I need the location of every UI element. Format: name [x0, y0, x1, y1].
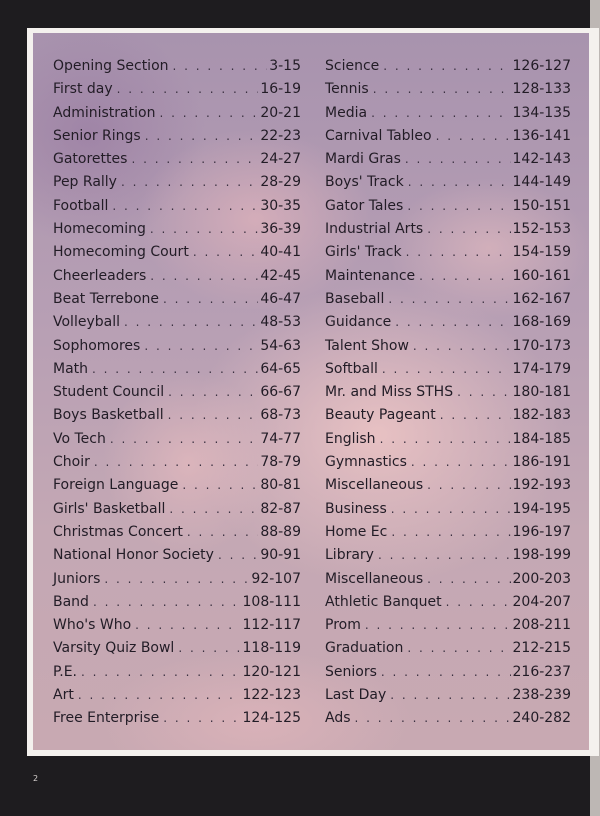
toc-entry-title: Art [53, 687, 74, 704]
toc-entry-pages: 144-149 [512, 174, 571, 191]
dot-leader [182, 474, 258, 497]
dot-leader [110, 428, 258, 451]
toc-entry-title: Vo Tech [53, 430, 106, 447]
dot-leader [94, 451, 258, 474]
toc-entry-title: Athletic Banquet [325, 593, 442, 610]
dot-leader [163, 288, 258, 311]
toc-entry-title: Homecoming [53, 221, 146, 238]
dot-leader [92, 358, 258, 381]
toc-entry [325, 544, 571, 567]
toc-entry-pages: 42-45 [260, 267, 301, 284]
toc-entry [325, 125, 571, 148]
toc-entry-title: Foreign Language [53, 477, 179, 494]
dot-leader [150, 218, 258, 241]
toc-entry-pages: 194-195 [512, 500, 571, 517]
toc-entry-title: Business [325, 500, 387, 517]
toc-entry [325, 55, 571, 78]
toc-entry [53, 568, 301, 591]
toc-entry [325, 451, 571, 474]
toc-entry-pages: 54-63 [260, 337, 301, 354]
toc-entry-title: Graduation [325, 640, 404, 657]
toc-entry-pages: 36-39 [260, 221, 301, 238]
toc-entry-title: Juniors [53, 570, 101, 587]
toc-entry-title: Last Day [325, 687, 387, 704]
toc-entry-pages: 66-67 [260, 384, 301, 401]
toc-entry-title: Senior Rings [53, 127, 141, 144]
toc-entry [53, 428, 301, 451]
toc-entry-title: Gator Tales [325, 197, 404, 214]
toc-entry-pages: 90-91 [260, 547, 301, 564]
toc-entry-title: Girls' Track [325, 244, 402, 261]
dot-leader [117, 78, 259, 101]
toc-entry [53, 265, 301, 288]
toc-entry-pages: 108-111 [242, 593, 301, 610]
toc-entry-pages: 184-185 [512, 430, 571, 447]
toc-entry [53, 614, 301, 637]
dot-leader [144, 335, 258, 358]
toc-entry [325, 195, 571, 218]
toc-entry-title: Guidance [325, 314, 392, 331]
toc-entry-title: Pep Rally [53, 174, 117, 191]
toc-entry-title: Who's Who [53, 617, 132, 634]
dot-leader [419, 265, 510, 288]
toc-entry-pages: 22-23 [260, 127, 301, 144]
toc-entry-pages: 64-65 [260, 360, 301, 377]
dot-leader [163, 707, 240, 730]
toc-entry-pages: 180-181 [512, 384, 571, 401]
dot-leader [391, 498, 511, 521]
dot-leader [121, 171, 258, 194]
toc-entry-pages: 162-167 [512, 290, 571, 307]
dot-leader [371, 102, 510, 125]
toc-entry-title: Miscellaneous [325, 477, 424, 494]
toc-entry [53, 684, 301, 707]
toc-entry-title: Girls' Basketball [53, 500, 166, 517]
toc-entry [53, 241, 301, 264]
toc-entry [53, 637, 301, 660]
dot-leader [193, 241, 259, 264]
toc-entry-pages: 126-127 [512, 58, 571, 74]
dot-leader [124, 311, 258, 334]
dot-leader [407, 195, 510, 218]
toc-entry-pages: 160-161 [512, 267, 571, 284]
dot-leader [150, 265, 258, 288]
toc-entry-pages: 208-211 [512, 617, 571, 634]
toc-entry [53, 661, 301, 684]
toc-entry [325, 474, 571, 497]
toc-entry-pages: 28-29 [260, 174, 301, 191]
toc-entry-pages: 122-123 [242, 687, 301, 704]
dot-leader [355, 707, 511, 730]
page-number: 2 [33, 774, 39, 783]
toc-entry-pages: 216-237 [512, 663, 571, 680]
toc-entry [325, 78, 571, 101]
toc-entry [325, 428, 571, 451]
toc-entry [53, 148, 301, 171]
toc-entry-title: Science [325, 58, 380, 74]
dot-leader [365, 614, 511, 637]
toc-right-column [325, 55, 571, 731]
toc-entry-pages: 112-117 [242, 617, 301, 634]
dot-leader [145, 125, 259, 148]
toc-entry-title: Beat Terrebone [53, 290, 160, 307]
toc-entry-pages: 20-21 [260, 104, 301, 121]
background-photo [33, 33, 589, 750]
dot-leader [427, 474, 510, 497]
toc-entry [325, 102, 571, 125]
toc-entry-pages: 92-107 [251, 570, 301, 587]
dot-leader [382, 358, 511, 381]
toc-entry-title: Mardi Gras [325, 151, 401, 168]
toc-entry [325, 265, 571, 288]
toc-entry-title: Boys' Track [325, 174, 404, 191]
toc-entry [325, 591, 571, 614]
dot-leader [408, 171, 511, 194]
toc-entry-pages: 152-153 [512, 221, 571, 238]
toc-entry [325, 381, 571, 404]
toc-entry-title: P.E. [53, 663, 78, 680]
dot-leader [440, 404, 511, 427]
toc-entry-title: Mr. and Miss STHS [325, 384, 454, 401]
toc-entry-pages: 134-135 [512, 104, 571, 121]
dot-leader [457, 381, 510, 404]
toc-entry-title: Sophomores [53, 337, 141, 354]
dot-leader [131, 148, 258, 171]
dot-leader [112, 195, 258, 218]
dot-leader [383, 55, 510, 78]
toc-entry [53, 78, 301, 101]
toc-entry-title: First day [53, 81, 113, 98]
toc-entry-title: English [325, 430, 376, 447]
dot-leader [388, 288, 510, 311]
toc-entry-pages: 48-53 [260, 314, 301, 331]
toc-entry-title: Media [325, 104, 368, 121]
dot-leader [168, 404, 259, 427]
dot-leader [413, 335, 511, 358]
toc-entry-title: Prom [325, 617, 361, 634]
dot-leader [395, 311, 510, 334]
toc-entry [53, 707, 301, 730]
toc-entry-title: Talent Show [325, 337, 409, 354]
toc-entry-title: Beauty Pageant [325, 407, 436, 424]
dot-leader [411, 451, 511, 474]
toc-entry-pages: 124-125 [242, 710, 301, 727]
dot-leader [93, 591, 241, 614]
toc-entry-pages: 204-207 [512, 593, 571, 610]
toc-entry-title: Home Ec [325, 523, 388, 540]
toc-entry-pages: 182-183 [512, 407, 571, 424]
dot-leader [187, 521, 259, 544]
toc-entry-title: Maintenance [325, 267, 416, 284]
toc-entry [325, 568, 571, 591]
dot-leader [169, 498, 258, 521]
toc-entry [53, 498, 301, 521]
toc-entry-title: Cheerleaders [53, 267, 147, 284]
toc-entry-pages: 118-119 [242, 640, 301, 657]
toc-entry [325, 218, 571, 241]
toc-entry-pages: 78-79 [260, 454, 301, 471]
toc-entry [325, 335, 571, 358]
toc-entry-pages: 24-27 [260, 151, 301, 168]
toc-entry-pages: 174-179 [512, 360, 571, 377]
toc-entry [53, 451, 301, 474]
toc-entry [53, 195, 301, 218]
dot-leader [406, 241, 511, 264]
toc-entry [325, 311, 571, 334]
toc-entry-title: Student Council [53, 384, 165, 401]
toc-entry [325, 614, 571, 637]
toc-entry-pages: 80-81 [260, 477, 301, 494]
toc-entry [325, 684, 571, 707]
toc-entry-title: Gatorettes [53, 151, 128, 168]
toc-entry-pages: 198-199 [512, 547, 571, 564]
toc-entry [325, 288, 571, 311]
toc-entry [53, 218, 301, 241]
toc-entry [53, 171, 301, 194]
toc-entry [325, 358, 571, 381]
toc-entry [53, 591, 301, 614]
toc-entry-title: National Honor Society [53, 547, 214, 564]
dot-leader [218, 544, 258, 567]
dot-leader [381, 661, 511, 684]
toc-entry-pages: 136-141 [512, 127, 571, 144]
dot-leader [405, 148, 511, 171]
toc-entry-title: Free Enterprise [53, 710, 160, 727]
toc-entry-title: Opening Section [53, 58, 169, 74]
toc-entry [53, 381, 301, 404]
toc-entry [53, 474, 301, 497]
toc-entry [53, 335, 301, 358]
toc-entry-title: Industrial Arts [325, 221, 424, 238]
dot-leader [168, 381, 258, 404]
toc-entry-pages: 16-19 [260, 81, 301, 98]
toc-entry-pages: 74-77 [260, 430, 301, 447]
dot-leader [78, 684, 241, 707]
toc-entry-title: Seniors [325, 663, 377, 680]
toc-entry-title: Miscellaneous [325, 570, 424, 587]
toc-entry-pages: 68-73 [260, 407, 301, 424]
toc-entry [53, 521, 301, 544]
dot-leader [104, 568, 249, 591]
toc-entry-title: Library [325, 547, 374, 564]
toc-entry-pages: 186-191 [512, 454, 571, 471]
toc-entry [325, 521, 571, 544]
dot-leader [427, 218, 510, 241]
dot-leader [427, 568, 510, 591]
toc-entry [53, 358, 301, 381]
toc-entry [325, 498, 571, 521]
toc-entry-title: Math [53, 360, 89, 377]
toc-entry-pages: 196-197 [512, 523, 571, 540]
dot-leader [173, 55, 268, 78]
toc-entry-title: Christmas Concert [53, 523, 183, 540]
dot-leader [135, 614, 240, 637]
toc-entry [325, 241, 571, 264]
toc-entry-pages: 238-239 [512, 687, 571, 704]
dot-leader [378, 544, 511, 567]
toc-entry-pages: 168-169 [512, 314, 571, 331]
toc-entry [53, 125, 301, 148]
toc-entry-pages: 240-282 [512, 710, 571, 727]
toc-entry [53, 55, 301, 78]
dot-leader [81, 661, 240, 684]
dot-leader [380, 428, 511, 451]
toc-entry [325, 661, 571, 684]
toc-entry-pages: 200-203 [512, 570, 571, 587]
toc-entry-pages: 88-89 [260, 523, 301, 540]
toc-entry-pages: 3-15 [269, 58, 301, 74]
dot-leader [373, 78, 511, 101]
toc-entry-title: Carnival Tableo [325, 127, 432, 144]
dot-leader [436, 125, 511, 148]
toc-entry-title: Baseball [325, 290, 385, 307]
toc-entry-pages: 128-133 [512, 81, 571, 98]
toc-entry-title: Varsity Quiz Bowl [53, 640, 175, 657]
toc-entry-title: Volleyball [53, 314, 120, 331]
toc-entry-pages: 212-215 [512, 640, 571, 657]
toc-entry [325, 707, 571, 730]
toc-entry-pages: 30-35 [260, 197, 301, 214]
dot-leader [178, 637, 240, 660]
toc-entry [53, 544, 301, 567]
toc-entry [53, 102, 301, 125]
toc-entry-pages: 150-151 [512, 197, 571, 214]
dot-leader [446, 591, 511, 614]
toc-entry-title: Gymnastics [325, 454, 407, 471]
toc-entry-title: Administration [53, 104, 156, 121]
toc-entry-title: Band [53, 593, 89, 610]
toc-entry-title: Softball [325, 360, 378, 377]
toc-entry-title: Choir [53, 454, 90, 471]
toc-entry-title: Ads [325, 710, 351, 727]
toc-entry [325, 148, 571, 171]
toc-entry-pages: 192-193 [512, 477, 571, 494]
toc-entry-pages: 170-173 [512, 337, 571, 354]
toc-entry-pages: 46-47 [260, 290, 301, 307]
toc-entry-title: Homecoming Court [53, 244, 189, 261]
toc-entry-pages: 120-121 [242, 663, 301, 680]
toc-entry-pages: 40-41 [260, 244, 301, 261]
toc-entry-title: Football [53, 197, 109, 214]
toc-entry [53, 288, 301, 311]
toc-entry-pages: 154-159 [512, 244, 571, 261]
toc-entry [53, 311, 301, 334]
dot-leader [390, 684, 510, 707]
toc-entry-pages: 82-87 [260, 500, 301, 517]
toc-entry-title: Tennis [325, 81, 369, 98]
toc-entry-title: Boys Basketball [53, 407, 164, 424]
toc-entry [325, 171, 571, 194]
dot-leader [159, 102, 258, 125]
toc-entry [325, 404, 571, 427]
dot-leader [407, 637, 510, 660]
toc-entry-pages: 142-143 [512, 151, 571, 168]
toc-left-column [53, 55, 301, 731]
toc-entry [325, 637, 571, 660]
toc-entry [53, 404, 301, 427]
dot-leader [391, 521, 510, 544]
